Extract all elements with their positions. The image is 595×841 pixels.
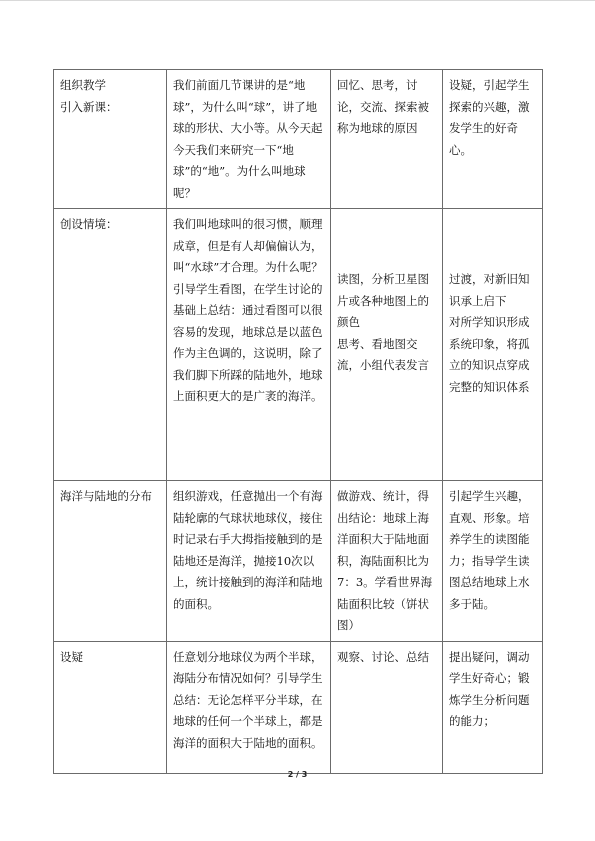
page-top-rule — [0, 0, 595, 1]
lesson-plan-table — [53, 69, 543, 774]
teacher-activity-cell: 任意划分地球仪为两个半球，海陆分布情况如何？引导学生总结：无论怎样平分半球，在地球的任何一个半球上，都是海洋的面积大于陆地的面积。 — [167, 641, 331, 773]
student-activity-cell: 做游戏、统计，得出结论：地球上海洋面积大于陆地面积，海陆面积比为7：3。学看世界海陆面积比较（饼状图） — [331, 481, 443, 642]
design-intent-cell: 提出疑问，调动学生好奇心；锻炼学生分析问题的能力； — [443, 641, 543, 773]
teacher-activity-cell: 我们叫地球叫的很习惯，顺理成章，但是有人却偏偏认为，叫“水球”才合理。为什么呢？引导学生看图，在学生讨论的基础上总结：通过看图可以很容易的发现，地球总是以蓝色作为主色调的，这说明，除了我们脚下所踩的陆地外，地球上面积更大的是广袤的海洋。 — [167, 209, 331, 481]
table-row — [54, 209, 543, 481]
teacher-activity-cell: 我们前面几节课讲的是“地球”，为什么叫“球”，讲了地球的形状、大小等。从今天起今天我们来研究一下“地球”的“地”。为什么叫地球呢？ — [167, 70, 331, 209]
student-activity-cell: 回忆、思考，讨论，交流、探索被称为地球的原因 — [331, 70, 443, 209]
teacher-activity-cell: 组织游戏，任意抛出一个有海陆轮廓的气球状地球仪，接住时记录右手大拇指接触到的是陆地还是海洋，抛接10次以上，统计接触到的海洋和陆地的面积。 — [167, 481, 331, 642]
stage-cell: 海洋与陆地的分布 — [54, 481, 167, 642]
stage-cell: 组织教学 引入新课： — [54, 70, 167, 209]
table-row — [54, 481, 543, 642]
stage-cell: 设疑 — [54, 641, 167, 773]
design-intent-cell: 设疑，引起学生探索的兴趣，激发学生的好奇心。 — [443, 70, 543, 209]
design-intent-cell: 引起学生兴趣，直观、形象。培养学生的读图能力；指导学生读图总结地球上水多于陆。 — [443, 481, 543, 642]
table-row — [54, 70, 543, 209]
stage-cell: 创设情境： — [54, 209, 167, 481]
student-activity-cell: 读图，分析卫星图片或各种地图上的颜色 思考、看地图交流，小组代表发言 — [331, 209, 443, 481]
table-row — [54, 641, 543, 773]
design-intent-cell: 过渡，对新旧知识承上启下 对所学知识形成系统印象，将孤立的知识点穿成完整的知识体系 — [443, 209, 543, 481]
page-number: 2 / 3 — [287, 770, 308, 779]
student-activity-cell: 观察、讨论、总结 — [331, 641, 443, 773]
